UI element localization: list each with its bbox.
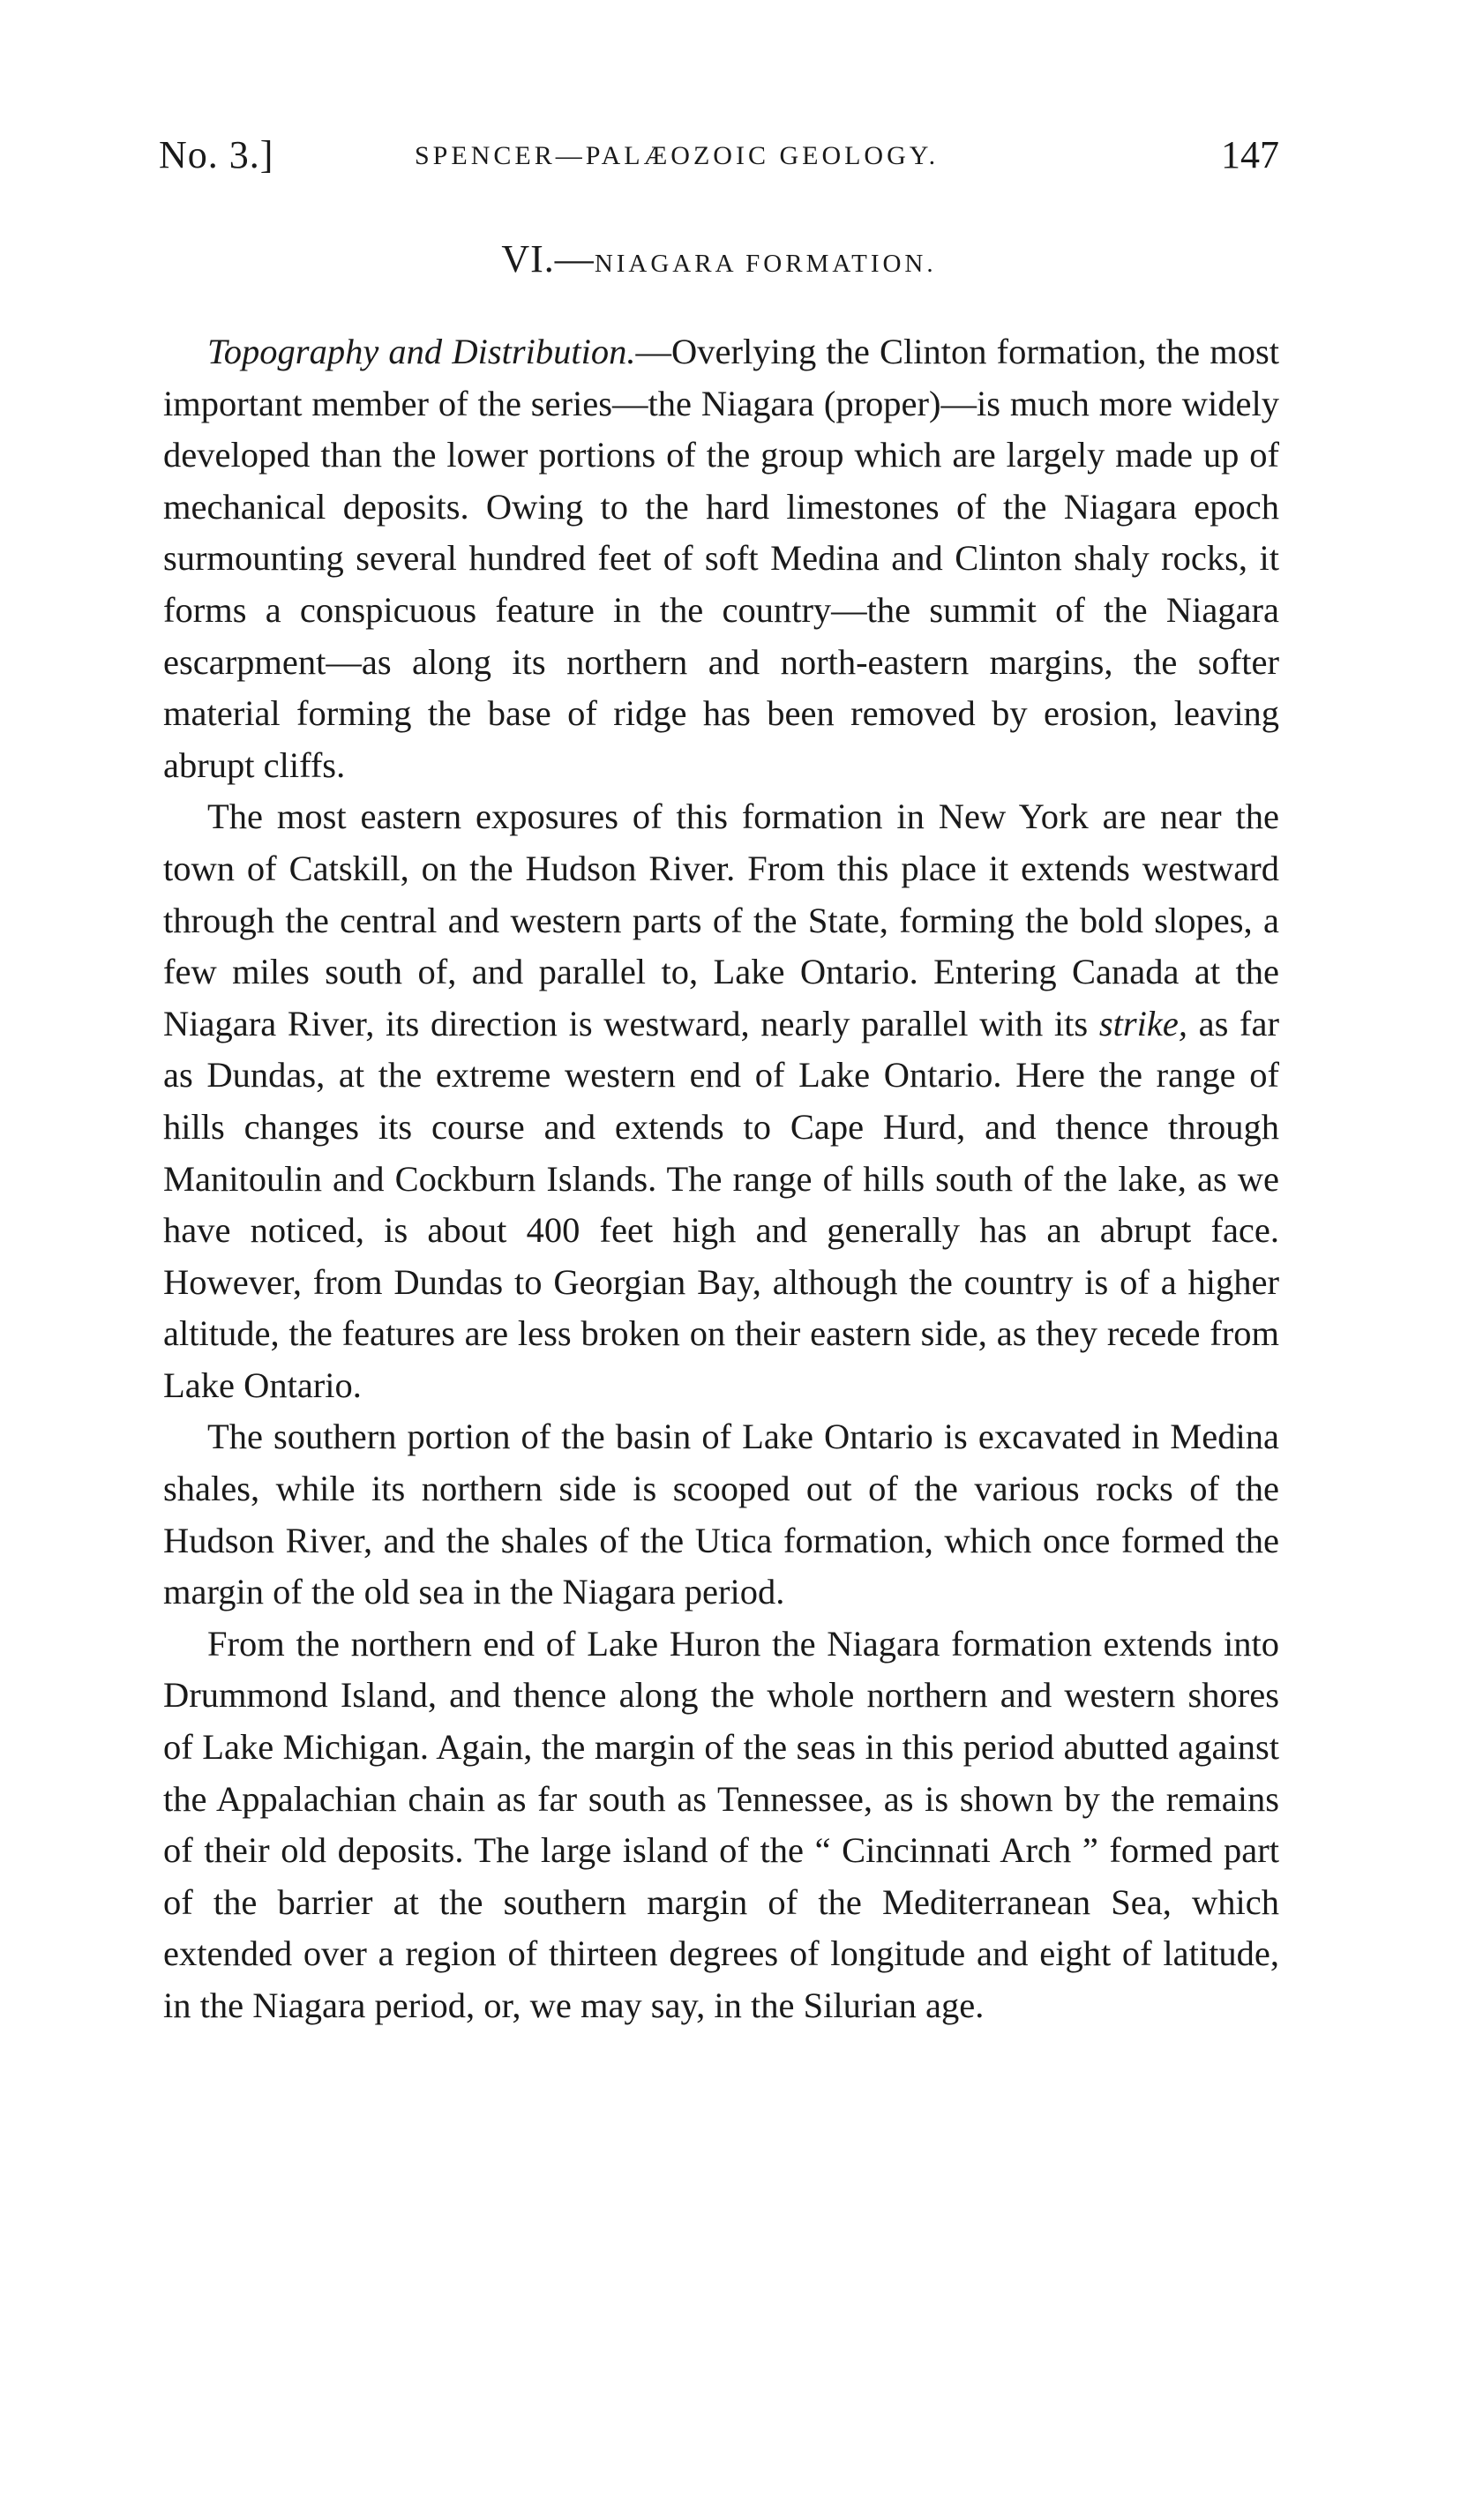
section-title: NIAGARA FORMATION. (594, 250, 937, 278)
page-number: 147 (1221, 133, 1279, 176)
issue-number: No. 3.] (159, 133, 274, 176)
paragraph-text: From the northern end of Lake Huron the Niagara formation extends into Drummond Island, and thence along the whole northern and western shores of Lake Michigan. Again, the margin of the seas in this period abutted against the Appalachian chain as far south as Tennessee, as is shown by the remains of their old deposits. The large island of the “ Cincinnati Arch ” formed part of the barrier at the southern margin of the Mediterranean Sea, which extended over a region of thirteen degrees of longitude and eight of latitude, in the Niagara period, or, we may say, in the Silurian age. (163, 1623, 1279, 2025)
paragraph-exposures (163, 791, 1279, 1411)
running-head (159, 132, 1279, 185)
paragraph-lead-in: Topography and Distribution. (207, 332, 636, 371)
emphasized-word: strike, (1098, 1003, 1187, 1043)
running-title: SPENCER—PALÆOZOIC GEOLOGY. (415, 141, 940, 170)
paragraph-lake-ontario-basin (163, 1411, 1279, 1618)
body-text (163, 326, 1279, 2032)
paragraph-text: The southern portion of the basin of Lake Ontario is excavated in Medina shales, while its northern side is scooped out of the various rocks of the Hudson River, and the shales of the Utica formation, which once formed the margin of the old sea in the Niagara period. (163, 1417, 1279, 1612)
paragraph-text: —Overlying the Clinton formation, the most important member of the series—the Niagara (proper)—is much more widely developed than the lower portions of the group which are largely made up of mechanical deposits. Owing to the hard limestones of the Niagara epoch surmounting several hundred feet of soft Medina and Clinton shaly rocks, it forms a conspicuous feature in the country—the summit of the Niagara escarpment—as along its northern and north-eastern margins, the softer material forming the base of ridge has been removed by erosion, leaving abrupt cliffs. (163, 332, 1280, 785)
paragraph-topography (163, 326, 1279, 791)
section-heading (159, 236, 1279, 281)
paragraph-text: as far as Dundas, at the extreme western end of Lake Ontario. Here the range of hills changes its course and extends to Cape Hurd, and thence through Manitoulin and Cockburn Islands. The range of hills south of the lake, as we have noticed, is about 400 feet high and generally has an abrupt face. However, from Dundas to Georgian Bay, although the country is of a higher altitude, the features are less broken on their eastern side, as they recede from Lake Ontario. (163, 1003, 1279, 1405)
section-numeral: VI.— (501, 237, 595, 280)
paragraph-text: The most eastern exposures of this formation in New York are near the town of Catskill, on the Hudson River. From this place it extends westward through the central and western parts of the State, forming the bold slopes, a few miles south of, and parallel to, Lake Ontario. Entering Canada at the Niagara River, its direction is westward, nearly parallel with its (163, 796, 1279, 1043)
paragraph-lake-huron (163, 1619, 1279, 2032)
